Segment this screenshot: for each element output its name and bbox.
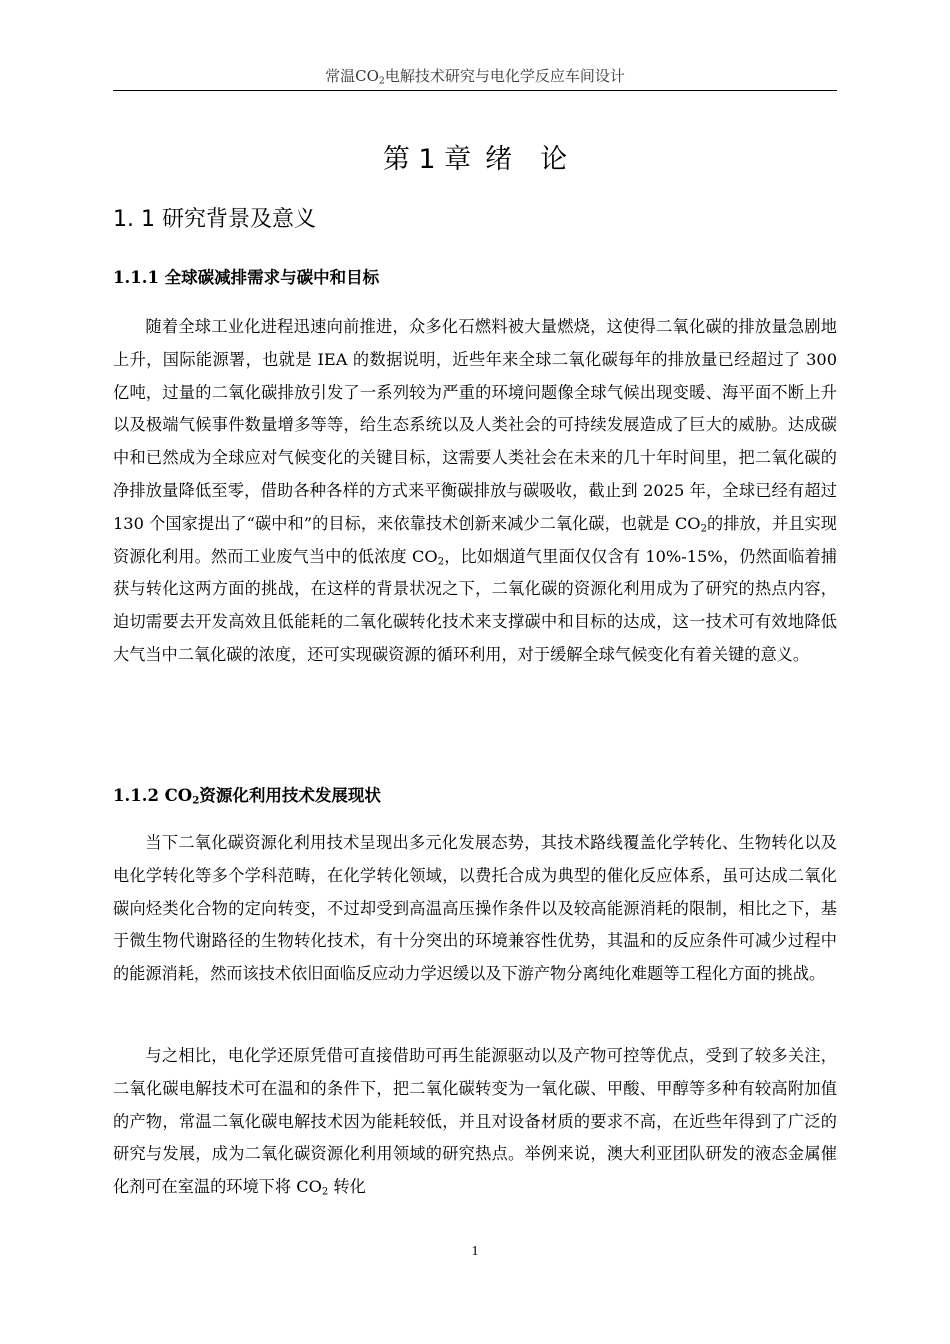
subscript: 2 — [700, 523, 707, 535]
chapter-title — [113, 140, 837, 180]
chapter-title-char-2: 论 — [540, 144, 568, 175]
paragraph-1-1-1 — [113, 311, 837, 672]
running-header-text-pre: 常温CO — [325, 67, 379, 85]
page-number: 1 — [471, 1244, 479, 1259]
subscript: 2 — [437, 556, 445, 568]
subscript: 2 — [321, 1186, 329, 1198]
chapter-title-char-1: 绪 — [485, 144, 513, 175]
chapter-number: 第 1 章 — [382, 144, 472, 175]
running-header-text-post: 电解技术研究与电化学反应车间设计 — [384, 67, 625, 85]
paragraph-text: ，比如烟道气里面仅仅含有 10%-15%，仍然面临着捕获与转化这两方面的挑战，在这样的背景状况之下，二氧化碳的资源化利用成为了研究的热点内容，迫切需要去开发高效且低能耗的二氧化碳转化技术来支撑碳中和目标的达成，这一技术可有效地降低大气当中二氧化碳的浓度，还可实现碳资源的循环利用，对于缓解全球气候变化有着关键的意义。 — [113, 546, 837, 664]
running-header — [113, 66, 837, 86]
paragraph-1-1-2-a: 当下二氧化碳资源化利用技术呈现出多元化发展态势，其技术路线覆盖化学转化、生物转化以及电化学转化等多个学科范畴，在化学转化领域，以费托合成为典型的催化反应体系，虽可达成二氧化碳向烃类化合物的定向转变，不过却受到高温高压操作条件以及较高能源消耗的限制，相比之下，基于微生物代谢路径的生物转化技术，有十分突出的环境兼容性优势，其温和的反应条件可减少过程中的能源消耗，然而该技术依旧面临反应动力学迟缓以及下游产物分离纯化难题等工程化方面的挑战。 — [113, 833, 837, 984]
paragraph-text: 与之相比，电化学还原凭借可直接借助可再生能源驱动以及产物可控等优点，受到了较多关注，二氧化碳电解技术可在温和的条件下，把二氧化碳转变为一氧化碳、甲酸、甲醇等多种有较高附加值的产物，常温二氧化碳电解技术因为能耗较低，并且对设备材质的要求不高，在近些年得到了广泛的研究与发展，成为二氧化碳资源化利用领域的研究热点。举例来说，澳大利亚团队研发的液态金属催化剂可在室温的环境下将 CO — [113, 1046, 837, 1197]
subsection-heading-1-1-1: 1.1.1 全球碳减排需求与碳中和目标 — [113, 268, 380, 287]
paragraph-text: 转化 — [328, 1177, 366, 1197]
heading-text-post: 资源化利用技术发展现状 — [199, 786, 381, 805]
paragraph-1-1-2-b — [113, 1040, 837, 1204]
heading-text-pre: 1.1.2 CO — [113, 786, 193, 805]
header-rule — [113, 90, 837, 91]
running-header-subscript: 2 — [378, 75, 385, 87]
section-heading-1-1: 1. 1 研究背景及意义 — [113, 207, 316, 232]
paragraph-text: 随着全球工业化进程迅速向前推进，众多化石燃料被大量燃烧，这使得二氧化碳的排放量急剧地上升，国际能源署，也就是 IEA 的数据说明，近些年来全球二氧化碳每年的排放量已经超过了 300 亿吨，过量的二氧化碳排放引发了一系列较为严重的环境问题像全球气候出现变暖、海平面不断上升以及极端气候事件数量增多等等，给生态系统以及人类社会的可持续发展造成了巨大的威胁。达成碳中和已然成为全球应对气候变化的关键目标，这需要人类社会在未来的几十年时间里，把二氧化碳的净排放量降低至零，借助各种各样的方式来平衡碳排放与碳吸收，截止到 2025 年，全球已经有超过 130 个国家提出了“碳中和”的目标，来依靠技术创新来减少二氧化碳，也就是 CO — [113, 317, 837, 533]
paragraph-text: 的排放，并且实现资源化利用。然而工业废气当中的低浓度 CO — [113, 513, 837, 566]
heading-subscript: 2 — [192, 794, 200, 807]
subsection-heading-1-1-2 — [113, 784, 381, 808]
